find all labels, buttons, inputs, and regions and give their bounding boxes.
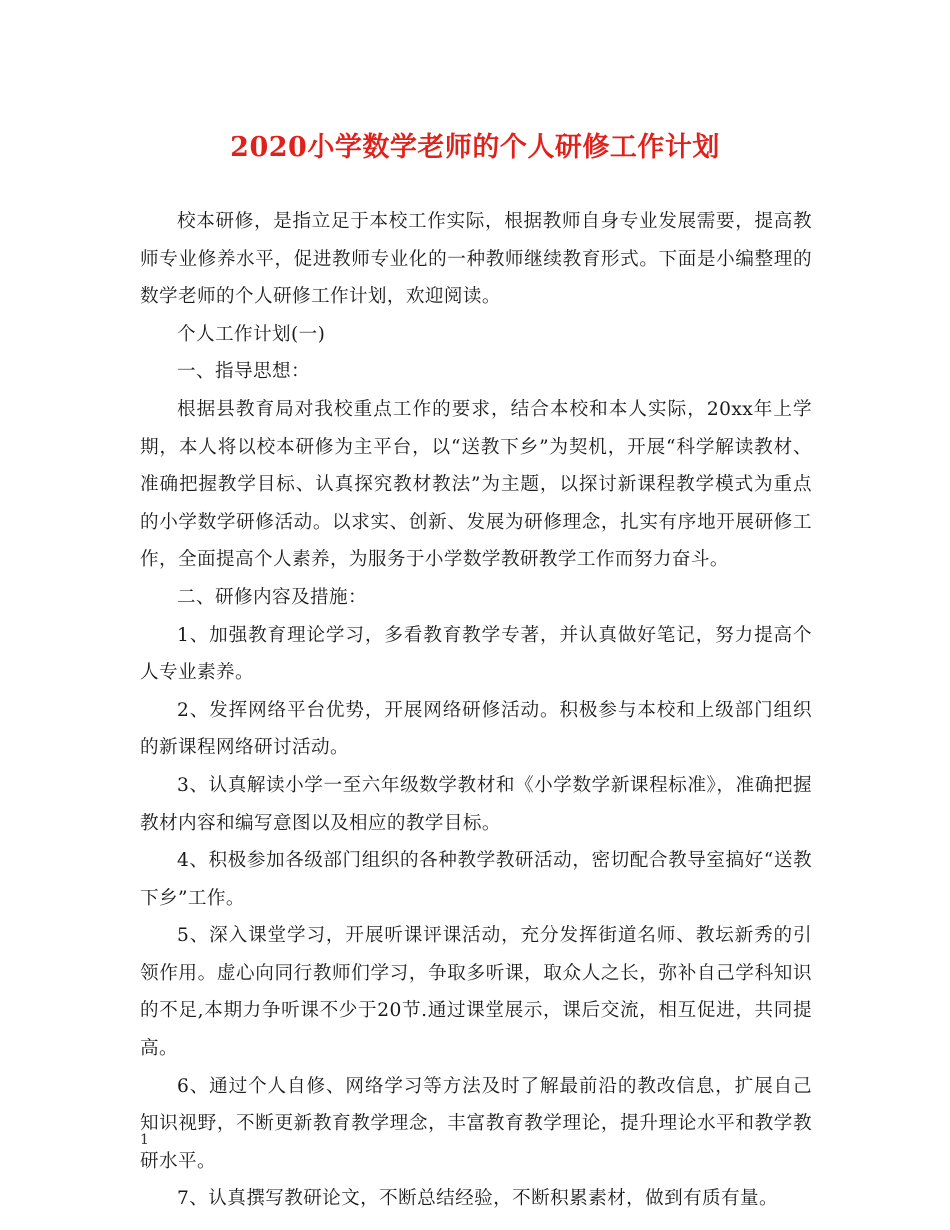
list-item-5: 5、深入课堂学习，开展听课评课活动，充分发挥街道名师、教坛新秀的引领作用。虚心向同行教师们学习，争取多听课，取众人之长，弥补自己学科知识的不足,本期力争听课不少于20节.通过课堂展示，课后交流，相互促进，共同提高。: [140, 925, 812, 1060]
paragraph-plan-heading: 个人工作计划(一): [177, 323, 326, 345]
page-number: 1: [140, 1132, 149, 1148]
section-heading-content-measures: 二、研修内容及措施：: [177, 586, 367, 608]
list-item-2: 2、发挥网络平台优势，开展网络研修活动。积极参与本校和上级部门组织的新课程网络研讨活动。: [140, 699, 812, 759]
list-item-6: 6、通过个人自修、网络学习等方法及时了解最前沿的教改信息，扩展自己知识视野，不断更新教育教学理念，丰富教育教学理论，提升理论水平和教学教研水平。: [140, 1075, 812, 1172]
document-body: [140, 203, 812, 1218]
list-item-4: 4、积极参加各级部门组织的各种教学教研活动，密切配合教导室搞好“送教下乡”工作。: [140, 850, 812, 909]
document-title: 2020小学数学老师的个人研修工作计划: [230, 132, 720, 163]
paragraph-guiding-thought: 根据县教育局对我校重点工作的要求，结合本校和本人实际，20xx年上学期，本人将以校本研修为主平台，以“送教下乡”为契机，开展“科学解读教材、准确把握教学目标、认真探究教材教法”为主题，以探讨新课程教学模式为重点的小学数学研修活动。以求实、创新、发展为研修理念，扎实有序地开展研修工作，全面提高个人素养，为服务于小学数学教研教学工作而努力奋斗。: [140, 398, 812, 571]
section-heading-guiding-thought: 一、指导思想：: [177, 361, 310, 383]
list-item-3: 3、认真解读小学一至六年级数学教材和《小学数学新课程标准》，准确把握教材内容和编写意图以及相应的教学目标。: [140, 774, 812, 834]
paragraph-intro: 校本研修，是指立足于本校工作实际，根据教师自身专业发展需要，提高教师专业修养水平，促进教师专业化的一种教师继续教育形式。下面是小编整理的数学老师的个人研修工作计划，欢迎阅读。: [140, 211, 812, 308]
list-item-1: 1、加强教育理论学习，多看教育教学专著，并认真做好笔记，努力提高个人专业素养。: [140, 624, 812, 684]
list-item-7: 7、认真撰写教研论文，不断总结经验，不断积累素材，做到有质有量。: [177, 1188, 779, 1210]
